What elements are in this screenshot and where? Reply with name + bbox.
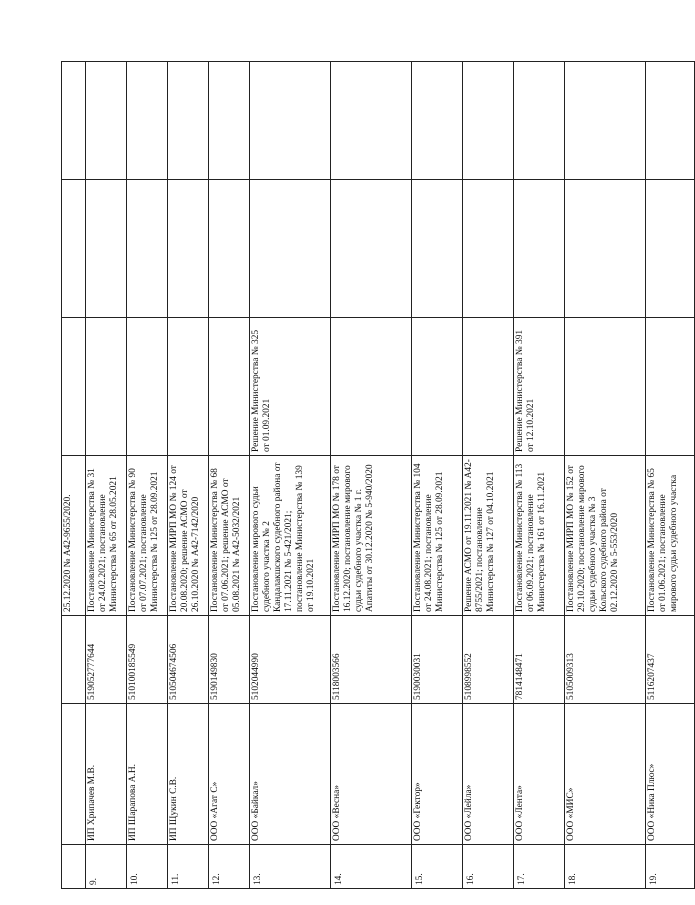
empty-cell [86, 180, 127, 318]
table-cell [62, 318, 86, 456]
table-row [463, 62, 514, 889]
empty-cell [127, 180, 168, 318]
ministry-decision-cell [412, 318, 463, 456]
table-cell [62, 62, 86, 180]
table-row [250, 62, 331, 889]
company-name-cell: ИП Шарапова А.Н. [127, 704, 168, 845]
inn-cell: 510504674506 [168, 616, 209, 704]
row-number: 14. [331, 845, 412, 889]
ministry-decision-cell [565, 318, 646, 456]
decision-cell: Постановление Министерства № 113 от 06.09.2021; постановление Министерства № 161 от 16.11.2021 [514, 456, 565, 616]
row-number: 10. [127, 845, 168, 889]
ministry-decision-cell [463, 318, 514, 456]
continuation-row [62, 62, 86, 889]
table-row [514, 62, 565, 889]
inn-cell: 510100185549 [127, 616, 168, 704]
table-cell [62, 845, 86, 889]
table-row [565, 62, 646, 889]
decision-cell: Постановление Министерства № 104 от 24.08.2021; постановление Министерства № 125 от 28.09.2021 [412, 456, 463, 616]
decision-cell: Постановление Министерства № 65 от 01.06.2021; постановление мирового судьи судебного участка [646, 456, 695, 616]
row-number: 17. [514, 845, 565, 889]
row-number: 13. [250, 845, 331, 889]
table-row [209, 62, 250, 889]
empty-cell [412, 62, 463, 180]
decision-cell: Постановление Министерства № 68 от 07.06.2021; решение АСМО от 05.08.2021 № А42-5032/2021 [209, 456, 250, 616]
empty-cell [331, 180, 412, 318]
ministry-decision-cell [127, 318, 168, 456]
empty-cell [463, 62, 514, 180]
ministry-decision-cell [209, 318, 250, 456]
empty-cell [514, 180, 565, 318]
row-number: 16. [463, 845, 514, 889]
inn-cell: 5116207437 [646, 616, 695, 704]
company-name-cell: ИП Щукин С.В. [168, 704, 209, 845]
registry-table [61, 61, 695, 889]
table-row [168, 62, 209, 889]
ministry-decision-cell: Решение Министерства № 325 от 01.09.2021 [250, 318, 331, 456]
empty-cell [209, 62, 250, 180]
table-cell [62, 704, 86, 845]
decision-cell: Постановление МИРП МО № 124 от 20.08.2020; решение АСМО от 26.10.2020 № А42-7142/2020 [168, 456, 209, 616]
empty-cell [565, 180, 646, 318]
table-row [331, 62, 412, 889]
table-row [412, 62, 463, 889]
inn-cell: 5105009313 [565, 616, 646, 704]
table-cell [62, 180, 86, 318]
company-name-cell: ООО «Лента» [514, 704, 565, 845]
inn-cell: 7814148471 [514, 616, 565, 704]
row-number: 12. [209, 845, 250, 889]
company-name-cell: ООО «Лейла» [463, 704, 514, 845]
empty-cell [514, 62, 565, 180]
empty-cell [331, 62, 412, 180]
empty-cell [86, 62, 127, 180]
table-row [646, 62, 695, 889]
empty-cell [646, 180, 695, 318]
row-number: 19. [646, 845, 695, 889]
ministry-decision-cell [86, 318, 127, 456]
ministry-decision-cell: Решение Министерства № 391 от 12.10.2021 [514, 318, 565, 456]
company-name-cell: ООО «Агат С» [209, 704, 250, 845]
row-number: 11. [168, 845, 209, 889]
empty-cell [646, 62, 695, 180]
ministry-decision-cell [331, 318, 412, 456]
rotated-table-wrapper [61, 62, 679, 889]
table-row [86, 62, 127, 889]
row-number: 9. [86, 845, 127, 889]
empty-cell [209, 180, 250, 318]
ministry-decision-cell [646, 318, 695, 456]
company-name-cell: ООО «Гектор» [412, 704, 463, 845]
company-name-cell: ИП Хрипачев М.В. [86, 704, 127, 845]
inn-cell: 5102044990 [250, 616, 331, 704]
empty-cell [250, 62, 331, 180]
empty-cell [168, 62, 209, 180]
company-name-cell: ООО «Байкал» [250, 704, 331, 845]
inn-cell: 5190149830 [209, 616, 250, 704]
ministry-decision-cell [168, 318, 209, 456]
decision-cell: Постановление мирового судьи судебного участка № 2 Кандалакшского судебного района от 17.11.2021 № 5-421/2021; постановление Министерства № 139 от 19.10.2021 [250, 456, 331, 616]
company-name-cell: ООО «Ника Плюс» [646, 704, 695, 845]
empty-cell [127, 62, 168, 180]
table-row [127, 62, 168, 889]
decision-cell: Постановление Министерства № 31 от 24.02.2021; постановление Министерства № 65 от 28.05.2021 [86, 456, 127, 616]
empty-cell [463, 180, 514, 318]
table-cell [62, 616, 86, 704]
empty-cell [168, 180, 209, 318]
empty-cell [412, 180, 463, 318]
row-number: 18. [565, 845, 646, 889]
company-name-cell: ООО «Весна» [331, 704, 412, 845]
company-name-cell: ООО «МИС» [565, 704, 646, 845]
inn-cell: 5118003566 [331, 616, 412, 704]
inn-cell: 519052777644 [86, 616, 127, 704]
inn-cell: 5108998552 [463, 616, 514, 704]
decision-cell: Решение АСМО от 19.11.2021 № А42-8755/2021; постановление Министерства № 127 от 04.10.2021 [463, 456, 514, 616]
decision-cell: Постановление МИРП МО № 178 от 16.12.2020; постановление мирового судьи судебного участка № 1 г. Апатиты от 30.12.2020 № 5-940/2020 [331, 456, 412, 616]
decision-cell: 25.12.2020 № А42-9655/2020. [62, 456, 86, 616]
empty-cell [565, 62, 646, 180]
decision-cell: Постановление Министерства № 90 от 07.07.2021; постановление Министерства № 125 от 28.09.2021 [127, 456, 168, 616]
decision-cell: Постановление МИРП МО № 152 от 29.10.2020; постановление мирового судьи судебного участка № 3 Кольского судебного района от 02.12.2020 № 5-553/2020 [565, 456, 646, 616]
empty-cell [250, 180, 331, 318]
inn-cell: 5190030031 [412, 616, 463, 704]
row-number: 15. [412, 845, 463, 889]
